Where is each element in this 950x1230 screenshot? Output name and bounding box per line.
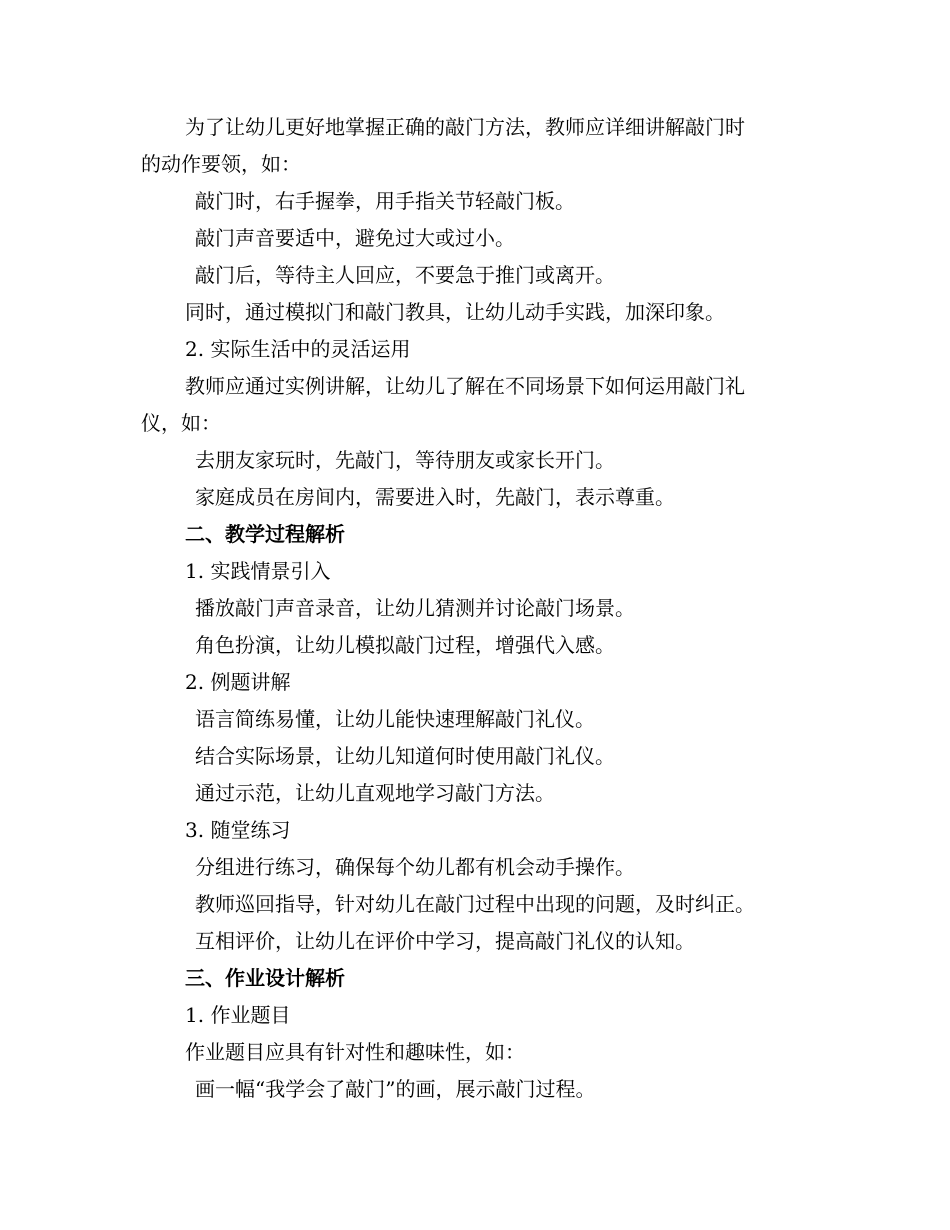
- paragraph-line: 仪，如：: [141, 411, 221, 435]
- paragraph-line: 为了让幼儿更好地掌握正确的敲门方法，教师应详细讲解敲门时: [185, 115, 745, 139]
- list-item: 互相评价，让幼儿在评价中学习，提高敲门礼仪的认知。: [195, 929, 695, 953]
- paragraph-line: 的动作要领，如：: [141, 152, 301, 176]
- list-item: 语言简练易懂，让幼儿能快速理解敲门礼仪。: [195, 707, 595, 731]
- list-item: 播放敲门声音录音，让幼儿猜测并讨论敲门场景。: [195, 596, 635, 620]
- list-item: 结合实际场景，让幼儿知道何时使用敲门礼仪。: [195, 744, 615, 768]
- list-item: 分组进行练习，确保每个幼儿都有机会动手操作。: [195, 855, 635, 879]
- subsection-title: 2. 例题讲解: [185, 670, 291, 694]
- list-item: 家庭成员在房间内，需要进入时，先敲门，表示尊重。: [195, 485, 675, 509]
- subsection-title: 1. 实践情景引入: [185, 559, 331, 583]
- subsection-title: 1. 作业题目: [185, 1003, 291, 1027]
- paragraph-line: 作业题目应具有针对性和趣味性，如：: [185, 1040, 525, 1064]
- list-item: 敲门后，等待主人回应，不要急于推门或离开。: [195, 263, 615, 287]
- list-item: 画一幅“我学会了敲门”的画，展示敲门过程。: [195, 1077, 596, 1101]
- subsection-title: 3. 随堂练习: [185, 818, 291, 842]
- section-heading: 二、教学过程解析: [185, 522, 345, 546]
- list-item: 角色扮演，让幼儿模拟敲门过程，增强代入感。: [195, 633, 615, 657]
- paragraph-line: 同时，通过模拟门和敲门教具，让幼儿动手实践，加深印象。: [185, 300, 725, 324]
- list-item: 通过示范，让幼儿直观地学习敲门方法。: [195, 781, 555, 805]
- subsection-title: 2. 实际生活中的灵活运用: [185, 337, 411, 361]
- paragraph-line: 教师应通过实例讲解，让幼儿了解在不同场景下如何运用敲门礼: [185, 374, 745, 398]
- section-heading: 三、作业设计解析: [185, 966, 345, 990]
- list-item: 敲门声音要适中，避免过大或过小。: [195, 226, 515, 250]
- list-item: 教师巡回指导，针对幼儿在敲门过程中出现的问题，及时纠正。: [195, 892, 755, 916]
- list-item: 敲门时，右手握拳，用手指关节轻敲门板。: [195, 189, 575, 213]
- list-item: 去朋友家玩时，先敲门，等待朋友或家长开门。: [195, 448, 615, 472]
